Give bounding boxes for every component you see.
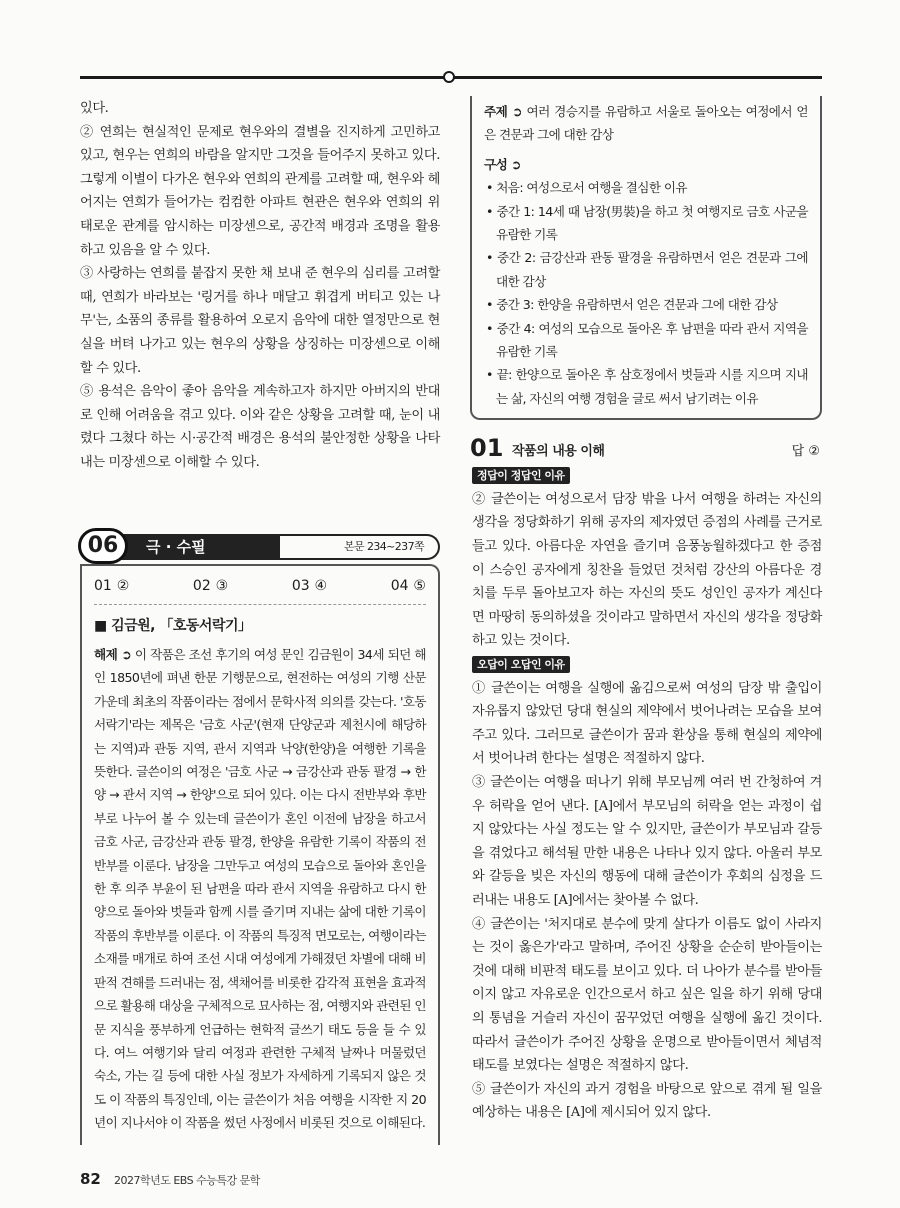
left-column: [80, 97, 440, 1208]
structure-item: • 중간 4: 여성의 모습으로 돌아온 후 남편을 따라 관서 지역을 유람한 기록: [486, 320, 808, 360]
section-genre: 극 · 수필: [120, 534, 280, 560]
structure-item: • 중간 1: 14세 때 남장(男裝)을 하고 첫 여행지로 금호 사군을 유람한 기록: [486, 203, 808, 243]
paragraph: ⑤ 용석은 음악이 좋아 음악을 계속하고자 하지만 아버지의 반대로 인해 어려움을 겪고 있다. 이와 같은 상황을 고려할 때, 눈이 내렸다 그쳤다 하는 시·공간적 배경은 용석의 불안정한 상황을 나타내는 미장센으로 이해할 수 있다.: [80, 384, 440, 470]
paragraph: ② 연희는 현실적인 문제로 현우와의 결별을 진지하게 고민하고 있고, 현우는 연희의 바람을 알지만 그것을 들어주지 못하고 있다. 그렇게 이별이 다가온 현우와 연희의 관계를 고려할 때, 현우와 헤어지는 연희가 들어가는 컴컴한 아파트 현관은 현우와 연희의 위태로운 관계를 암시하는 미장센으로, 공간적 배경과 조명을 활용하고 있음을 알 수 있다.: [80, 124, 440, 258]
structure-item: • 중간 2: 금강산과 관동 팔경을 유람하면서 얻은 견문과 그에 대한 감상: [486, 250, 808, 289]
answer-item: 01 ②: [94, 578, 130, 594]
right-column: [470, 96, 822, 1125]
paragraph: ⑤ 글쓴이가 자신의 과거 경험을 바탕으로 앞으로 겪게 될 일을 예상하는 내용은 [A]에 제시되어 있지 않다.: [472, 1081, 822, 1121]
structure-item: • 중간 3: 한양을 유람하면서 얻은 견문과 그에 대한 감상: [486, 297, 778, 313]
wrong-reason-badge: 오답이 오답인 이유: [472, 656, 570, 673]
paragraph: ③ 글쓴이는 여행을 떠나기 위해 부모님께 여러 번 간청하여 겨우 허락을 얻어 낸다. [A]에서 부모님의 허락을 얻는 과정이 쉽지 않았다는 사실 정도는 알 수 있지만, 글쓴이가 부모님과 갈등을 겪었다고 해석될 만한 내용은 나타나 있지 않다. 아울러 부모와 갈등을 빚은 자신의 행동에 대해 글쓴이가 후회의 심정을 드러내는 내용도 [A]에서는 찾아볼 수 없다.: [472, 775, 822, 908]
section-number: 06: [78, 528, 128, 564]
correct-reason-badge: 정답이 정답인 이유: [472, 467, 570, 484]
haeje-paragraph: 해제 ➲ 이 작품은 조선 후기의 여성 문인 김금원이 34세 되던 해인 1850년에 펴낸 한문 기행문으로, 현전하는 여성의 기행 산문 가운데 최초의 작품이라는 점에서 문학사적 의의를 갖는다. '호동서락기'라는 제목은 '금호 사군'(현재 단양군과 제천시에 해당하는 지역)과 관동 지역, 관서 지역과 낙양(한양)을 여행한 기록을 뜻한다. 글쓴이의 여정은 '금호 사군 → 금강산과 관동 팔경 → 한양 → 관서 지역 → 한양'으로 되어 있다. 이는 다시 전반부와 후반부로 나누어 볼 수 있는데 글쓴이가 혼인 이전에 남장을 하고서 금호 사군, 금강산과 관동 팔경, 한양을 유람한 기록이 작품의 전반부를 이룬다. 남장을 그만두고 여성의 모습으로 돌아와 혼인을 한 후 의주 부윤이 된 남편을 따라 관서 지역을 유람하고 다시 한양으로 돌아와 벗들과 함께 시를 즐기며 지내는 삶에 대한 기록이 작품의 후반부를 이룬다. 이 작품의 특징적 면모로는, 여행이라는 소재를 매개로 하여 조선 시대 여성에게 가해졌던 차별에 대해 비판적 견해를 드러내는 점, 색채어를 비롯한 감각적 표현을 효과적으로 활용해 대상을 구체적으로 묘사하는 점, 여행지와 관련된 인문 지식을 풍부하게 언급하는 현학적 글쓰기 태도 등을 들 수 있다. 여느 여행기와 달리 여정과 관련한 구체적 날짜나 머물렀던 숙소, 가는 길 등에 대한 사실 정보가 자세하게 기록되지 않은 것도 이 작품의 특징인데, 이는 글쓴이가 처음 여행을 시작한 지 20년이 지나서야 이 작품을 썼던 사정에서 비롯된 것으로 이해된다.: [94, 647, 426, 1131]
top-rule-dot: [443, 71, 455, 83]
question-number: 01: [470, 434, 504, 463]
footer: [80, 1169, 440, 1208]
paragraph: ② 글쓴이는 여성으로서 담장 밖을 나서 여행을 하려는 자신의 생각을 정당화하기 위해 공자의 제자였던 증점의 사례를 근거로 들고 있다. 아름다운 자연을 즐기며 음풍농월하겠다고 한 증점이 스승인 공자에게 칭찬을 들었던 것처럼 강산의 아름다운 경치를 두루 돌아보고자 하는 자신의 뜻도 성인인 공자가 계신다면 마땅히 동의하셨을 것이라고 말하면서 자신의 생각을 정당화하고 있는 것이다.: [472, 491, 822, 649]
answer-item: 03 ④: [291, 578, 328, 594]
answer-item: 04 ⑤: [390, 578, 426, 594]
theme: 주제 ➲ 여러 경승지를 유람하고 서울로 돌아오는 여정에서 얻은 견문과 그에 대한 감상: [484, 104, 808, 143]
structure-item: • 끝: 한양으로 돌아온 후 삼호정에서 벗들과 시를 지으며 지내는 삶, 자신의 여행 경험을 글로 써서 남기려는 이유: [486, 367, 808, 406]
question-title: 작품의 내용 이해: [512, 444, 605, 460]
paragraph: ① 글쓴이는 여행을 실행에 옮김으로써 여성의 담장 밖 출입이 자유롭지 않았던 당대 현실의 제약에서 벗어나려는 모습을 보여 주고 있다. 그러므로 글쓴이가 꿈과 환상을 통해 현실의 제약에서 벗어나려 한다는 설명은 적절하지 않다.: [472, 680, 822, 767]
page-number: 82: [80, 1169, 101, 1188]
answer-item: 02 ③: [192, 578, 229, 594]
work-title: ■ 김금원, 「호동서락기」: [94, 618, 252, 634]
section-06: [80, 530, 440, 1145]
book-title: 2027학년도 EBS 수능특강 문학: [113, 1173, 260, 1187]
paragraph: ③ 사랑하는 연희를 붙잡지 못한 채 보내 준 현우의 심리를 고려할 때, 연희가 바라보는 '링거를 하나 매달고 휘겹게 버티고 있는 나무'는, 소품의 종류를 활용하여 오로지 음악에 대한 열정만으로 현실을 버텨 나가고 있는 현우의 상황을 상징하는 미장센으로 이해할 수 있다.: [80, 266, 440, 376]
paragraph: ④ 글쓴이는 '처지대로 분수에 맞게 살다가 이름도 없이 사라지는 것이 옳은가'라고 말하며, 주어진 상황을 순순히 받아들이는 것에 대해 비판적 태도를 보이고 있다. 더 나아가 분수를 받아들이지 않고 자유로운 인간으로서 하고 싶은 일을 하기 위해 당대의 통념을 거슬러 자신이 꿈꾸었던 여행을 실행에 옮긴 것이다. 따라서 글쓴이가 주어진 상황을 운명으로 받아들이면서 체념적 태도를 보였다는 설명은 적절하지 않다.: [472, 916, 822, 1074]
structure-label: 구성 ➲: [484, 156, 521, 172]
question-answer: 답 ②: [791, 444, 820, 460]
answer-key: [94, 574, 426, 605]
structure-item: • 처음: 여성으로서 여행을 결심한 이유: [486, 180, 687, 196]
question-01-explanation: [472, 464, 822, 1125]
section-box: [80, 564, 440, 1145]
haeje-label: 해제 ➲: [94, 647, 132, 662]
left-top-text: [80, 97, 440, 522]
section-pages: 본문 234~237쪽: [280, 534, 440, 560]
paragraph: 있다.: [80, 101, 109, 116]
question-01-header: [470, 434, 820, 464]
section-header: [80, 530, 440, 560]
theme-structure-box: [470, 96, 822, 420]
